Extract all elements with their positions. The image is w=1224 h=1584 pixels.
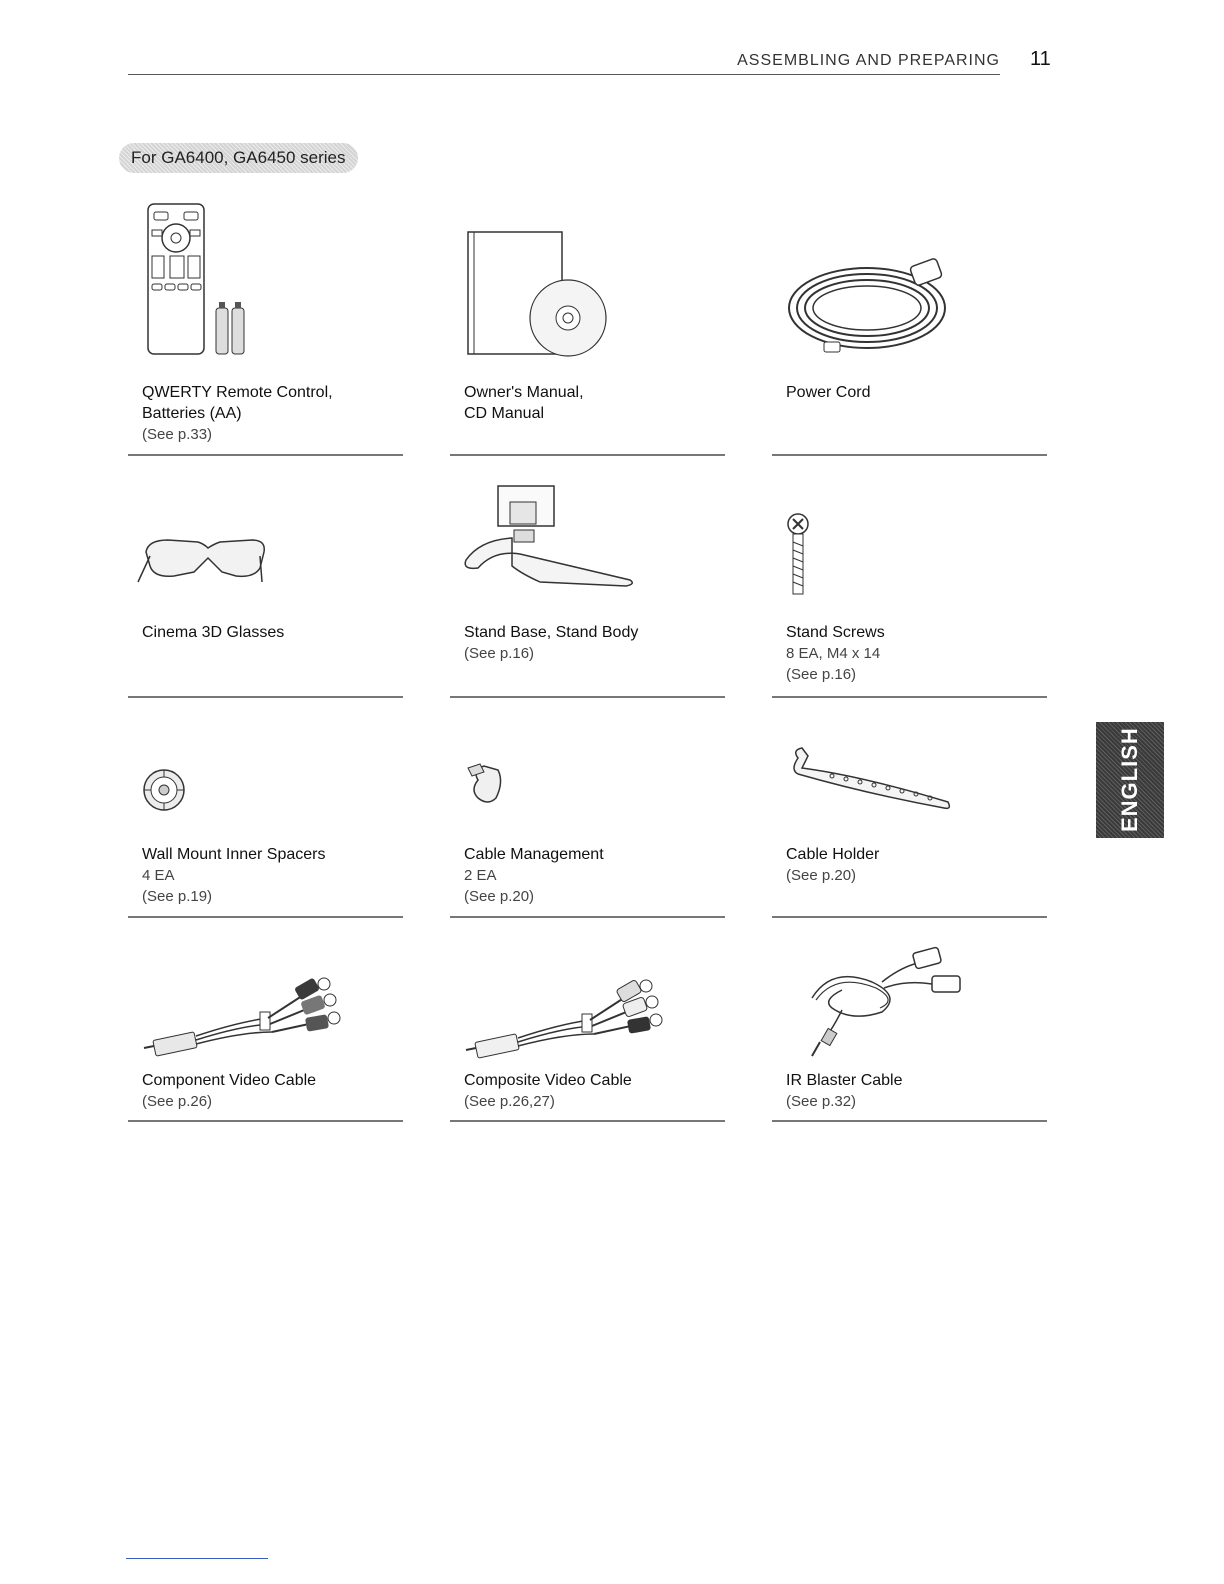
item-name: Owner's Manual, CD Manual [464,384,584,422]
divider [450,1120,725,1122]
section-title: ASSEMBLING AND PREPARING [737,52,1000,69]
item-detail: (See p.26) [142,1093,213,1110]
item-detail: (See p.33) [142,426,213,443]
power-cord-icon [772,190,1047,370]
divider [450,454,725,456]
screw-icon [772,470,1047,620]
divider [128,916,403,918]
item-name: Cable Holder [786,846,880,863]
page-number: 11 [1030,48,1051,70]
divider [450,916,725,918]
divider [128,696,403,698]
divider [128,454,403,456]
item-name: Component Video Cable [142,1072,317,1089]
item-detail: (See p.20) [464,888,535,905]
item-name: Power Cord [786,384,871,401]
composite-cable-icon [450,926,725,1076]
divider [772,916,1047,918]
item-name: Cinema 3D Glasses [142,624,285,641]
item-detail: (See p.26,27) [464,1093,555,1110]
3d-glasses-icon [128,470,403,620]
item-detail: (See p.16) [464,645,535,662]
language-tab [1096,722,1164,838]
cable-holder-icon [772,710,1047,850]
stand-icon [450,470,725,620]
item-detail: (See p.32) [786,1093,857,1110]
divider [128,1120,403,1122]
cable-clip-icon [450,710,725,850]
divider [450,696,725,698]
manual-cd-icon [450,190,725,370]
divider [772,454,1047,456]
item-name: IR Blaster Cable [786,1072,903,1089]
item-detail: (See p.20) [786,867,857,884]
item-name: Stand Screws [786,624,885,641]
language-tab-label: ENGLISH [1117,727,1142,833]
item-detail: (See p.16) [786,666,857,683]
item-detail: 4 EA [142,867,175,884]
divider [772,696,1047,698]
footer-rule [126,1558,268,1559]
item-name: Stand Base, Stand Body [464,624,639,641]
item-detail: 8 EA, M4 x 14 [786,645,881,662]
item-name: Composite Video Cable [464,1072,632,1089]
item-detail: (See p.19) [142,888,213,905]
item-name: Wall Mount Inner Spacers [142,846,326,863]
component-cable-icon [128,926,403,1076]
ir-blaster-cable-icon [772,926,1047,1076]
series-label: For GA6400, GA6450 series [119,143,358,173]
item-name: QWERTY Remote Control, Batteries (AA) [142,384,333,422]
page-header [128,46,1000,75]
remote-control-icon [128,190,403,370]
item-name: Cable Management [464,846,604,863]
spacer-icon [128,710,403,850]
divider [772,1120,1047,1122]
item-detail: 2 EA [464,867,497,884]
